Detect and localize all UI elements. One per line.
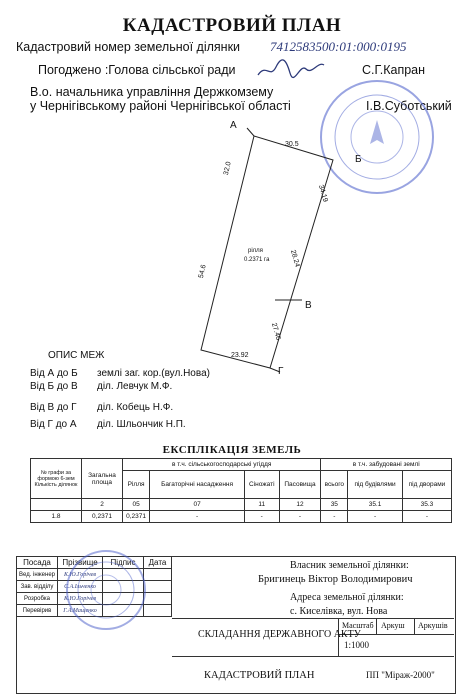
owner-label: Власник земельної ділянки:: [290, 560, 409, 571]
position-cell: Вед. інженер: [17, 569, 58, 581]
act-title: СКЛАДАННЯ ДЕРЖАВНОГО АКТУ: [198, 629, 361, 640]
code-cell: 07: [150, 499, 245, 511]
surname-cell: С.А.Ільченко: [58, 581, 103, 593]
explication-title: ЕКСПЛІКАЦІЯ ЗЕМЕЛЬ: [162, 444, 302, 456]
value-cell: -: [150, 511, 245, 523]
boundary-desc: землі заг. кор.(вул.Нова): [97, 368, 210, 379]
boundary-desc: діл. Кобець Н.Ф.: [97, 402, 174, 413]
approved-label: Погоджено :Голова сільської ради: [38, 63, 236, 77]
value-cell: -: [245, 511, 279, 523]
cadastral-label: Кадастровий номер земельної ділянки: [16, 40, 241, 54]
code-cell: 35: [321, 499, 348, 511]
head-signature: [256, 55, 326, 81]
dim-bottom: 23.92: [231, 352, 249, 359]
explication-table: [30, 458, 452, 523]
sub-header: Рілля: [123, 471, 150, 499]
value-cell: -: [279, 511, 321, 523]
acting-name: І.В.Суботський: [366, 99, 452, 113]
col-signature-header: Підпис: [103, 557, 144, 569]
point-a-label: А: [230, 120, 237, 131]
value-cell: 0,2371: [123, 511, 150, 523]
sheets-label: Аркушів: [418, 621, 448, 630]
dim-left-lower: 54.6: [197, 264, 208, 279]
point-c-label: В: [305, 300, 312, 311]
col-position-header: Посада: [17, 557, 58, 569]
sub-header: всього: [321, 471, 348, 499]
code-cell: 2: [82, 499, 123, 511]
address-label: Адреса земельної ділянки:: [290, 592, 404, 603]
dim-top: 30.5: [285, 141, 299, 148]
boundary-from-to: Від А до Б: [30, 368, 78, 379]
acting-line2: у Чернігівському районі Чернігівської області: [30, 99, 291, 113]
sub-header: Багаторічні насадження: [150, 471, 245, 499]
boundary-from-to: Від Г до А: [30, 419, 77, 430]
code-cell: 05: [123, 499, 150, 511]
area-label: рілля: [248, 248, 263, 254]
acting-line1: В.о. начальника управління Держкомзему: [30, 85, 274, 99]
document-title: КАДАСТРОВИЙ ПЛАН: [122, 15, 342, 36]
approved-name: С.Г.Капран: [362, 63, 426, 77]
software-label: ПП "Міраж-2000": [366, 670, 435, 680]
code-cell: 35.3: [402, 499, 451, 511]
official-stamp-bottom: [66, 550, 146, 630]
boundary-from-to: Від В до Г: [30, 402, 77, 413]
boundary-from-to: Від Б до В: [30, 381, 78, 392]
value-cell: -: [321, 511, 348, 523]
col-total-header: Загальна площа: [82, 459, 123, 499]
surname-cell: К.Ю.Горічев: [58, 569, 103, 581]
cadastral-number: 7412583500:01:000:0195: [270, 39, 407, 54]
dim-right-mid: 28.24: [288, 249, 301, 268]
dim-right-lower: 27.46: [269, 322, 282, 341]
area-value: 0.2371 га: [244, 257, 270, 263]
plan-name: КАДАСТРОВИЙ ПЛАН: [204, 670, 315, 681]
sub-header: під будівлями: [348, 471, 403, 499]
scale-value: 1:1000: [344, 640, 370, 650]
address-value: с. Киселівка, вул. Нова: [290, 606, 388, 617]
point-b-label: Б: [355, 154, 362, 165]
surname-cell: Г.А.Мащенко: [58, 605, 103, 617]
value-cell: 0,2371: [82, 511, 123, 523]
code-cell: 11: [245, 499, 279, 511]
boundary-desc: діл. Левчук М.Ф.: [97, 381, 173, 392]
value-cell: -: [348, 511, 403, 523]
owner-name: Бригинець Віктор Володимирович: [258, 574, 413, 585]
position-cell: Перевірив: [17, 605, 58, 617]
sheet-label: Аркуш: [381, 621, 405, 630]
code-cell: 12: [279, 499, 321, 511]
col-date-header: Дата: [144, 557, 172, 569]
sub-header: під дворами: [402, 471, 451, 499]
col-parcel-header: № графи за формою 6-зем Кількість ділянок: [31, 459, 82, 499]
position-cell: Розробка: [17, 593, 58, 605]
sub-header: Пасовища: [279, 471, 321, 499]
parcel-polygon: [201, 136, 333, 368]
boundaries-title: ОПИС МЕЖ: [48, 350, 105, 361]
col-surname-header: Прізвище: [58, 557, 103, 569]
group-agri-header: в т.ч. сільськогосподарські угіддя: [123, 459, 321, 471]
dim-right-upper: 34.19: [316, 184, 329, 203]
value-cell: 1.8: [31, 511, 82, 523]
point-d-label: Г: [278, 366, 284, 377]
code-cell: 35.1: [348, 499, 403, 511]
boundary-desc: діл. Шльончик Н.П.: [97, 419, 186, 430]
group-build-header: в т.ч. забудовані землі: [321, 459, 452, 471]
parcel-plan: [0, 112, 464, 382]
scale-label: Масштаб: [342, 621, 374, 630]
position-cell: Зав. відділу: [17, 581, 58, 593]
sub-header: Сіножаті: [245, 471, 279, 499]
dim-left-upper: 32.0: [222, 161, 233, 176]
value-cell: -: [402, 511, 451, 523]
code-cell: [31, 499, 82, 511]
surname-cell: К.Ю.Горічев: [58, 593, 103, 605]
